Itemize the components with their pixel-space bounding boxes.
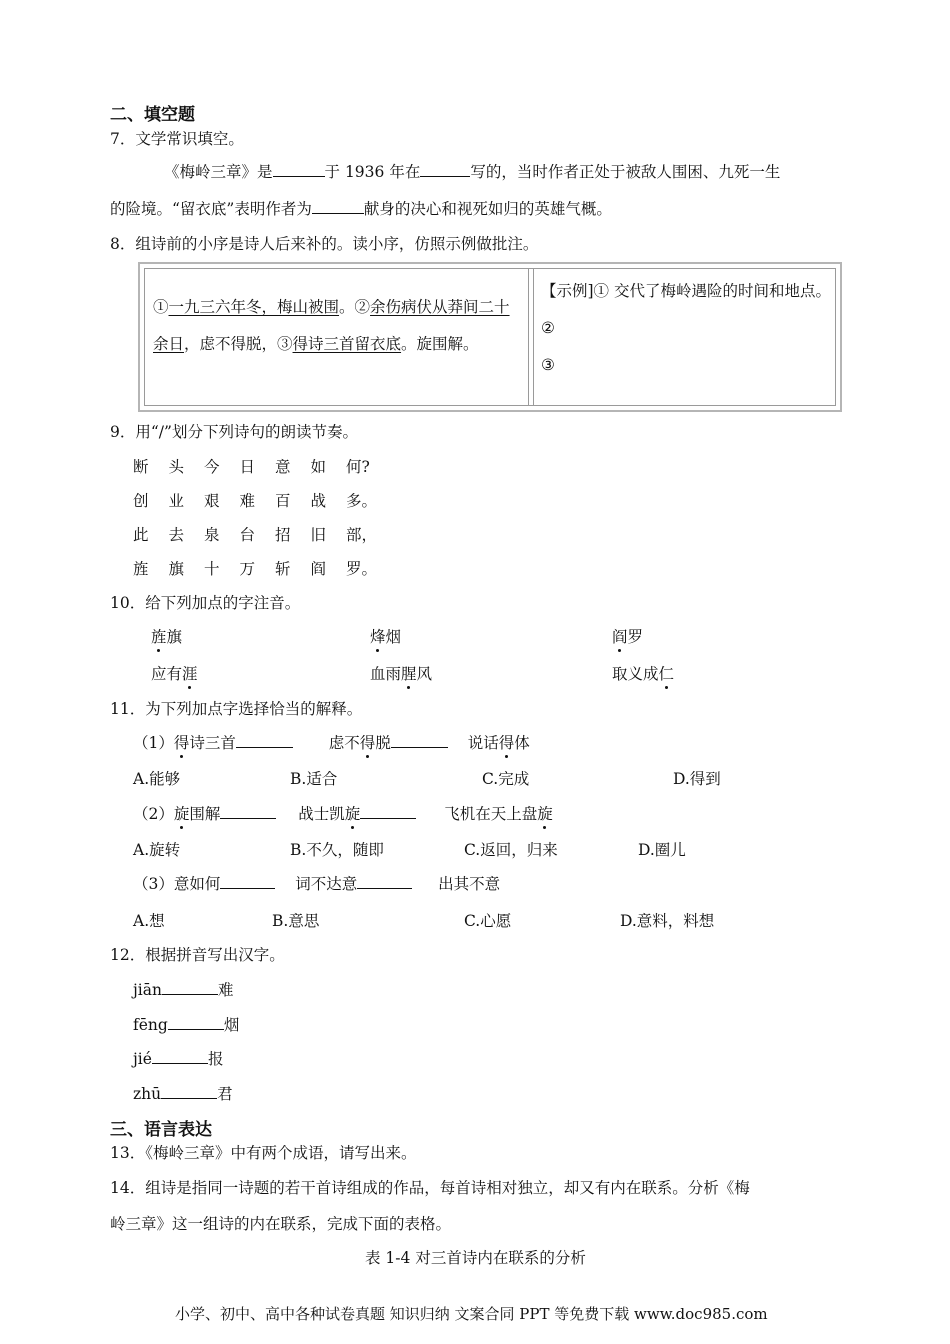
poem-char: 业 xyxy=(168,492,185,510)
section-3-title: 三、语言表达 xyxy=(110,1120,212,1140)
poem-char: 百 xyxy=(275,492,291,510)
poem-line-3[interactable] xyxy=(133,523,382,545)
poem-char: 台 xyxy=(239,526,256,544)
answer-blank[interactable] xyxy=(161,1084,217,1099)
text: 烟 xyxy=(385,628,402,646)
text: 词不达意 xyxy=(295,875,358,893)
pinyin: jié xyxy=(133,1050,152,1068)
underlined-phrase: 一九三六年冬，梅山被围 xyxy=(168,298,340,316)
dotted-char: 旌 xyxy=(151,628,167,646)
text: 旗 xyxy=(166,628,183,646)
dotted-char: 涯 xyxy=(182,665,198,683)
dotted-char: 腥 xyxy=(401,665,417,683)
question-number: 13． xyxy=(110,1144,146,1162)
text: 。旋围解。 xyxy=(401,335,479,353)
marker: ① xyxy=(153,298,169,316)
option-b[interactable]: B.意思 xyxy=(272,912,320,930)
pinyin-item xyxy=(133,1082,233,1104)
text: 于 1936 年在 xyxy=(324,163,421,181)
group-label: （1） xyxy=(133,734,174,752)
poem-char: 旌 xyxy=(133,560,149,578)
dotted-char: 得 xyxy=(359,734,376,752)
text: 的险境。“留衣底”表明作者为 xyxy=(110,200,312,218)
pinyin: jiān xyxy=(133,981,162,999)
poem-char: 旧 xyxy=(310,526,327,544)
dotted-char: 仁 xyxy=(658,665,675,683)
text: 《梅岭三章》是 xyxy=(164,163,273,181)
prompt-text: 根据拼音写出汉字。 xyxy=(145,946,285,964)
text: 。② xyxy=(339,298,371,316)
question-8-prompt xyxy=(110,232,538,254)
dotted-char: 得 xyxy=(173,734,190,752)
poem-char: 去 xyxy=(168,526,185,544)
pinyin: zhū xyxy=(133,1085,162,1103)
question-number: 9． xyxy=(110,423,136,441)
text: 君 xyxy=(217,1085,233,1103)
option-c[interactable]: C.返回，归来 xyxy=(464,841,558,859)
answer-blank[interactable] xyxy=(220,874,275,889)
group-label: （3） xyxy=(133,875,174,893)
poem-char: 头 xyxy=(168,458,185,476)
poem-char: 意 xyxy=(275,458,291,476)
section-2-title: 二、填空题 xyxy=(110,105,195,125)
poem-char: 斩 xyxy=(275,560,291,578)
text: 围解 xyxy=(189,805,221,823)
answer-blank[interactable] xyxy=(357,874,412,889)
text: 说话 xyxy=(467,734,499,752)
dotted-char: 阎 xyxy=(612,628,628,646)
poem-line-1[interactable] xyxy=(133,455,382,477)
option-d[interactable]: D.意料，料想 xyxy=(620,912,715,930)
text: 取义成 xyxy=(612,665,659,683)
option-d[interactable]: D.圈儿 xyxy=(638,841,686,859)
annotation-2: ② xyxy=(541,319,555,337)
question-13-prompt xyxy=(110,1141,417,1163)
poem-char: 日 xyxy=(239,458,256,476)
dotted-char: 旋 xyxy=(537,805,553,823)
poem-char: 招 xyxy=(275,526,291,544)
poem-char: 此 xyxy=(133,526,149,544)
pinyin-word-3[interactable] xyxy=(612,625,643,647)
answer-blank[interactable] xyxy=(420,162,470,177)
question-number: 10． xyxy=(110,594,146,612)
poem-line-2[interactable] xyxy=(133,489,382,511)
question-10-prompt xyxy=(110,591,300,613)
pinyin-item xyxy=(133,978,234,1000)
option-b[interactable]: B.适合 xyxy=(290,770,338,788)
answer-blank[interactable] xyxy=(312,199,364,214)
pinyin-word-1[interactable] xyxy=(151,625,182,647)
pinyin-item xyxy=(133,1047,223,1069)
question-14-line-1 xyxy=(110,1176,750,1198)
text: 体 xyxy=(514,734,530,752)
text: 脱 xyxy=(375,734,391,752)
question-number: 11． xyxy=(110,700,146,718)
pinyin-item xyxy=(133,1013,239,1035)
poem-char: 部， xyxy=(346,526,378,544)
option-c[interactable]: C.完成 xyxy=(482,770,530,788)
poem-char: 艰 xyxy=(204,492,220,510)
dotted-char: 旋 xyxy=(173,805,190,823)
prompt-text: 给下列加点的字注音。 xyxy=(145,594,301,612)
question-7-prompt xyxy=(110,127,244,149)
dotted-char: 得 xyxy=(498,734,515,752)
text: 出其不意 xyxy=(438,875,501,893)
text: 罗 xyxy=(627,628,644,646)
poem-char: 创 xyxy=(133,492,149,510)
dotted-char: 旋 xyxy=(344,805,361,823)
text: 意如何 xyxy=(173,875,221,893)
question-11-prompt xyxy=(110,697,362,719)
answer-blank[interactable] xyxy=(360,804,416,819)
text: 写的，当时作者正处于被敌人围困、九死一生 xyxy=(470,163,781,181)
table-caption: 表 1-4 对三首诗内在联系的分析 xyxy=(365,1249,586,1267)
text: 血雨 xyxy=(370,665,402,683)
option-b[interactable]: B.不久，随即 xyxy=(290,841,384,859)
annotation-table-inner xyxy=(144,268,836,406)
group-label: （2） xyxy=(133,805,174,823)
answer-blank[interactable] xyxy=(152,1049,208,1064)
underlined-phrase: 余伤病伏从莽间二十余日 xyxy=(153,298,510,353)
preface-cell xyxy=(153,289,523,363)
poem-char: 何? xyxy=(346,458,370,476)
text: 难 xyxy=(218,981,234,999)
group-3-items xyxy=(133,872,500,894)
pinyin-word-4[interactable] xyxy=(151,662,198,684)
prompt-text: 为下列加点字选择恰当的解释。 xyxy=(145,700,363,718)
text: 烟 xyxy=(223,1016,240,1034)
answer-blank[interactable] xyxy=(162,980,218,995)
option-a[interactable]: A.想 xyxy=(133,912,165,930)
group-2-items xyxy=(133,802,553,824)
table-divider xyxy=(528,269,534,405)
example-annotation: 【示例]① 交代了梅岭遇险的时间和地点。 xyxy=(541,282,831,300)
pinyin-word-5[interactable] xyxy=(370,662,432,684)
poem-char: 万 xyxy=(239,560,256,578)
question-number: 14． xyxy=(110,1179,146,1197)
poem-char: 断 xyxy=(133,458,149,476)
poem-char: 如 xyxy=(310,458,327,476)
answer-blank[interactable] xyxy=(168,1015,224,1030)
answer-blank[interactable] xyxy=(236,733,293,748)
question-14-line-2: 岭三章》这一组诗的内在联系，完成下面的表格。 xyxy=(110,1215,452,1233)
answer-blank[interactable] xyxy=(220,804,276,819)
text: 献身的决心和视死如归的英雄气概。 xyxy=(363,200,612,218)
text: 报 xyxy=(207,1050,224,1068)
pinyin-word-2[interactable] xyxy=(370,625,401,647)
prompt-text: 用“/”划分下列诗句的朗读节奏。 xyxy=(135,423,358,441)
question-number: 8． xyxy=(110,235,136,253)
question-12-prompt xyxy=(110,943,285,965)
answer-blank[interactable] xyxy=(391,733,448,748)
poem-char: 今 xyxy=(204,458,220,476)
option-a[interactable]: A.旋转 xyxy=(133,841,181,859)
pinyin: fēng xyxy=(133,1016,168,1034)
text: 虑不 xyxy=(328,734,360,752)
dotted-char: 烽 xyxy=(370,628,386,646)
underlined-phrase: 得诗三首留衣底 xyxy=(292,335,402,353)
poem-char: 旗 xyxy=(168,560,185,578)
prompt-text: 文学常识填空。 xyxy=(135,130,244,148)
prompt-text: 组诗是指同一诗题的若干首诗组成的作品，每首诗相对独立，却又有内在联系。分析《梅 xyxy=(145,1179,750,1197)
text: 飞机在天上盘 xyxy=(444,805,538,823)
poem-char: 多。 xyxy=(346,492,378,510)
poem-char: 战 xyxy=(310,492,327,510)
prompt-text: 《梅岭三章》中有两个成语，请写出来。 xyxy=(145,1144,417,1162)
option-a[interactable]: A.能够 xyxy=(133,770,181,788)
question-7-line-1 xyxy=(164,160,780,182)
poem-char: 阎 xyxy=(310,560,327,578)
question-9-prompt xyxy=(110,420,358,442)
pinyin-word-6[interactable] xyxy=(612,662,674,684)
poem-char: 十 xyxy=(204,560,220,578)
poem-char: 泉 xyxy=(204,526,220,544)
answer-blank[interactable] xyxy=(273,162,325,177)
text: 风 xyxy=(416,665,433,683)
group-1-items xyxy=(133,731,530,753)
text: 战士凯 xyxy=(298,805,345,823)
option-c[interactable]: C.心愿 xyxy=(464,912,512,930)
text: 应有 xyxy=(151,665,183,683)
annotation-table xyxy=(138,262,842,412)
poem-line-4[interactable] xyxy=(133,557,382,579)
annotation-3: ③ xyxy=(541,356,555,374)
poem-char: 难 xyxy=(239,492,256,510)
text: 诗三首 xyxy=(189,734,236,752)
annotation-cell[interactable] xyxy=(541,273,841,384)
option-d[interactable]: D.得到 xyxy=(673,770,721,788)
footer-text[interactable]: 小学、初中、高中各种试卷真题 知识归纳 文案合同 PPT 等免费下载 www.doc985.com xyxy=(175,1305,768,1323)
text: ，虑不得脱，③ xyxy=(184,335,293,353)
question-7-line-2 xyxy=(110,197,612,219)
question-number: 7． xyxy=(110,130,136,148)
question-number: 12． xyxy=(110,946,146,964)
poem-char: 罗。 xyxy=(346,560,378,578)
prompt-text: 组诗前的小序是诗人后来补的。读小序，仿照示例做批注。 xyxy=(135,235,539,253)
